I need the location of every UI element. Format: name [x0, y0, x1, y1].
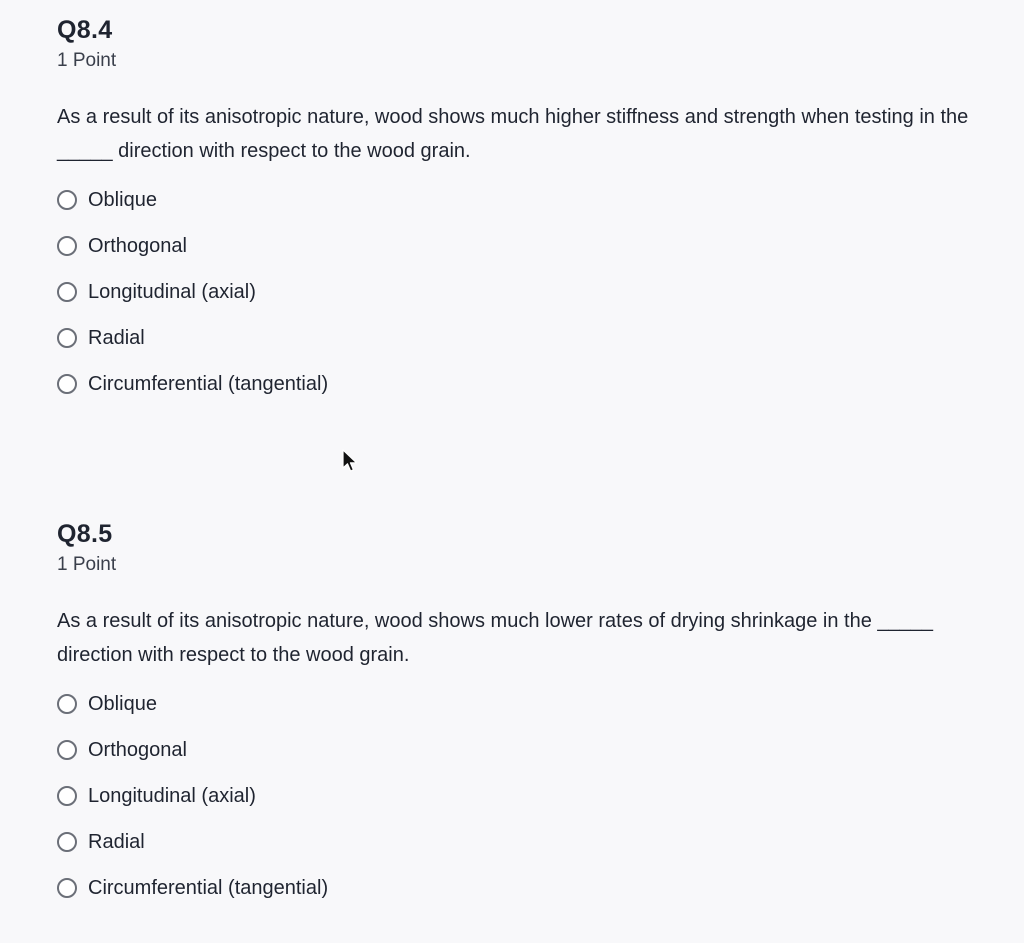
- radio-button[interactable]: [57, 328, 77, 348]
- radio-button[interactable]: [57, 786, 77, 806]
- option-label: Circumferential (tangential): [88, 373, 329, 395]
- radio-button[interactable]: [57, 374, 77, 394]
- radio-button[interactable]: [57, 740, 77, 760]
- question-prompt: As a result of its anisotropic nature, wood shows much lower rates of drying shrinkage in the _____ direction with respect to the wood grain.: [57, 610, 934, 666]
- option-circumferential[interactable]: [57, 361, 977, 407]
- answer-options: [57, 681, 977, 911]
- option-label: Oblique: [88, 693, 157, 715]
- option-label: Radial: [88, 327, 145, 349]
- radio-button[interactable]: [57, 282, 77, 302]
- option-oblique[interactable]: [57, 681, 977, 727]
- radio-button[interactable]: [57, 694, 77, 714]
- question-prompt: As a result of its anisotropic nature, wood shows much higher stiffness and strength when testing in the _____ direction with respect to the wood grain.: [57, 106, 969, 162]
- question-points: 1 Point: [57, 554, 117, 575]
- mouse-pointer-icon: [342, 449, 358, 473]
- option-longitudinal[interactable]: [57, 773, 977, 819]
- radio-button[interactable]: [57, 190, 77, 210]
- option-label: Orthogonal: [88, 739, 187, 761]
- question-points: 1 Point: [57, 50, 117, 71]
- question-q8-5: [57, 518, 977, 911]
- answer-options: [57, 177, 977, 407]
- option-label: Circumferential (tangential): [88, 877, 329, 899]
- question-title: Q8.5: [57, 520, 113, 548]
- option-radial[interactable]: [57, 819, 977, 865]
- option-label: Oblique: [88, 189, 157, 211]
- option-orthogonal[interactable]: [57, 727, 977, 773]
- option-label: Orthogonal: [88, 235, 187, 257]
- option-circumferential[interactable]: [57, 865, 977, 911]
- question-title: Q8.4: [57, 16, 113, 44]
- radio-button[interactable]: [57, 236, 77, 256]
- option-label: Radial: [88, 831, 145, 853]
- question-q8-4: [57, 14, 977, 407]
- option-label: Longitudinal (axial): [88, 281, 256, 303]
- option-label: Longitudinal (axial): [88, 785, 256, 807]
- radio-button[interactable]: [57, 832, 77, 852]
- option-oblique[interactable]: [57, 177, 977, 223]
- option-orthogonal[interactable]: [57, 223, 977, 269]
- radio-button[interactable]: [57, 878, 77, 898]
- option-radial[interactable]: [57, 315, 977, 361]
- option-longitudinal[interactable]: [57, 269, 977, 315]
